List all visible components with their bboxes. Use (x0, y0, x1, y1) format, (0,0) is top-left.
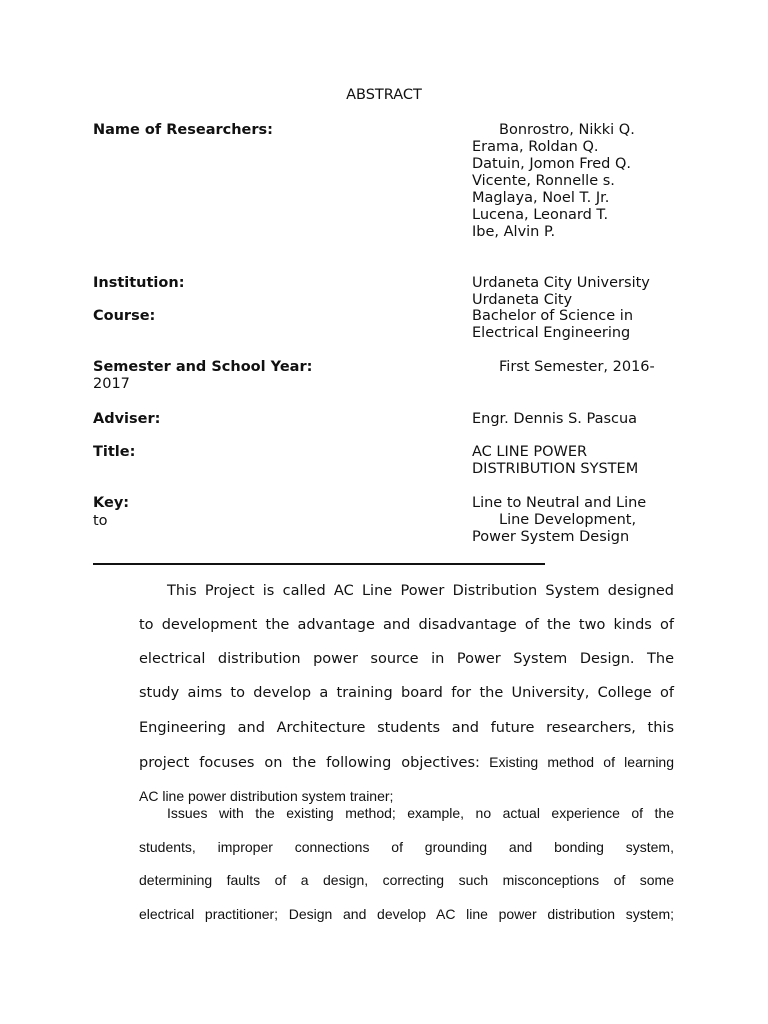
body-line (139, 754, 674, 771)
body-line-part: project focuses on the following objectives: (139, 755, 480, 771)
title-label: Title: (93, 444, 136, 460)
researcher-name: Datuin, Jomon Fred Q. (472, 156, 631, 172)
adviser-value: Engr. Dennis S. Pascua (472, 411, 638, 427)
researcher-name: Bonrostro, Nikki Q. (499, 122, 635, 138)
course-line: Bachelor of Science in (472, 308, 634, 324)
body-line: This Project is called AC Line Power Distribution System designed (167, 583, 674, 599)
semester-wrap: 2017 (93, 376, 130, 392)
researcher-name: Ibe, Alvin P. (472, 224, 556, 240)
title-line: AC LINE POWER (472, 444, 588, 460)
body-line: Issues with the existing method; example, no actual experience of the (167, 805, 674, 821)
body-line-part: Existing method of learning (479, 754, 674, 770)
researcher-name: Maglaya, Noel T. Jr. (472, 190, 610, 206)
key-line: Power System Design (472, 529, 630, 545)
body-line: Engineering and Architecture students and future researchers, this (139, 720, 674, 736)
researchers-list (472, 122, 635, 241)
course-label: Course: (93, 308, 156, 324)
key-line: Line Development, (499, 512, 637, 528)
body-line: AC line power distribution system trainer; (139, 788, 394, 804)
adviser-label: Adviser: (93, 411, 161, 427)
researchers-label: Name of Researchers: (93, 122, 273, 138)
researcher-name: Lucena, Leonard T. (472, 207, 609, 223)
institution-value (472, 275, 650, 309)
key-wrap: to (93, 513, 108, 529)
body-line: study aims to develop a training board for the University, College of (139, 685, 674, 701)
institution-label: Institution: (93, 275, 185, 291)
course-line: Electrical Engineering (472, 325, 631, 341)
horizontal-rule (93, 563, 545, 565)
key-label: Key: (93, 495, 130, 511)
body-line: electrical distribution power source in Power System Design. The (139, 651, 674, 667)
key-value (472, 495, 646, 546)
body-line: to development the advantage and disadvantage of the two kinds of (139, 617, 674, 633)
institution-line: Urdaneta City (472, 292, 573, 308)
body-line: students, improper connections of grounding and bonding system, (139, 839, 674, 855)
key-line: Line to Neutral and Line (472, 495, 647, 511)
page-title: ABSTRACT (346, 87, 422, 103)
body-line: determining faults of a design, correcting such misconceptions of some (139, 872, 674, 888)
body-line: electrical practitioner; Design and develop AC line power distribution system; (139, 906, 674, 922)
semester-label: Semester and School Year: (93, 359, 313, 375)
researcher-name: Erama, Roldan Q. (472, 139, 599, 155)
semester-value: First Semester, 2016- (499, 359, 655, 375)
researcher-name: Vicente, Ronnelle s. (472, 173, 615, 189)
title-line: DISTRIBUTION SYSTEM (472, 461, 639, 477)
title-value (472, 444, 638, 478)
course-value (472, 308, 633, 342)
institution-line: Urdaneta City University (472, 275, 650, 291)
